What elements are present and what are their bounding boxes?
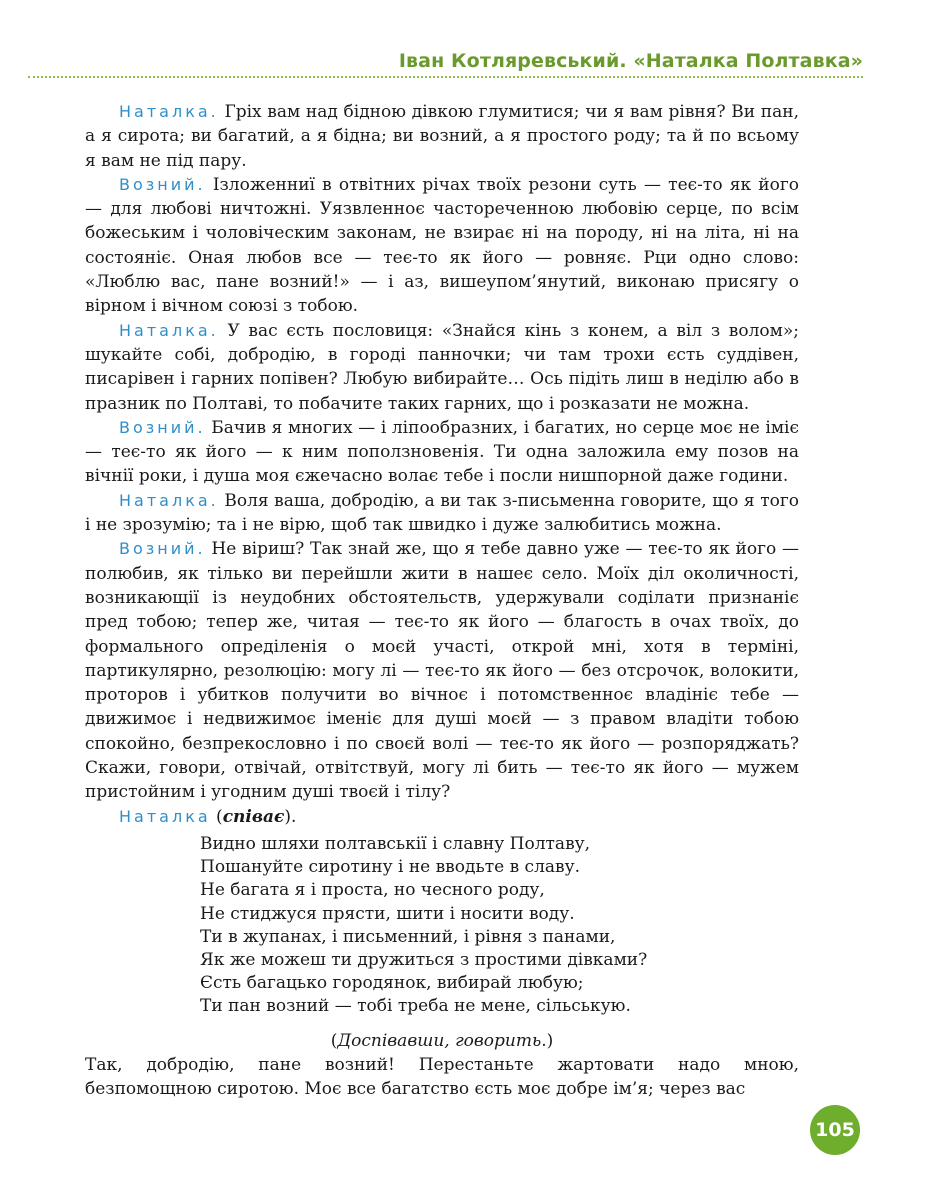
verse-line: Пошануйте сиротину і не вводьте в славу. bbox=[200, 857, 580, 878]
verse-line: Не багата я і проста, но чесного роду, bbox=[200, 880, 545, 901]
running-header: Іван Котляревський. «Наталка Полтавка» bbox=[398, 50, 863, 72]
verse-line: Єсть багацько городянок, вибирай любую; bbox=[200, 973, 584, 994]
speaker-name: Наталка. bbox=[119, 320, 219, 340]
stage-open: ( bbox=[330, 1030, 338, 1051]
dialogue-text: Гріх вам над бідною дівкою глумитися; чи я вам рівня? Ви пан, а я сирота; ви багатий, а я бідна; ви возний, а я простого роду; та й по всьому я вам не під пару. bbox=[85, 102, 799, 171]
song-intro-close: ). bbox=[284, 806, 297, 827]
dialogue-text: Не віриш? Так знай же, що я тебе давно уже — теє-то як його — полюбив, як тілько ви перейшли жити в нашеє село. Моїх діл околичності, возникающії із неудобних обстоятельств, удержували соділати признаніє пред тобою; тепер же, читая — теє-то як його — благость в очах твоїх, до формального опреділенія о моєй участі, открой мні, хотя в терміні, партикулярно, резолюцію: могу лі — теє-то як його — без отсрочок, волокити, проторов і убитков получити во вічноє і потомственноє владініє тебе — движимоє і недвижимоє іменіє для душі моєй — з правом владіти тобою спокойно, безпрекословно і по своєй волі — теє-то як його — розпоряджать? Скажи, говори, отвічай, отвітствуй, могу лі бить — теє-то як його — мужем пристойним і угодним душі твоєй і тілу? bbox=[85, 539, 799, 803]
final-paragraph: Так, добродію, пане возний! Перестаньте жартовати надо мною, безпомощною сиротою. Моє все багатство єсть моє добре ім’я; через вас bbox=[85, 1054, 799, 1100]
speaker-name: Наталка. bbox=[119, 102, 219, 121]
dialogue-text: У вас єсть пословиця: «Знайся кінь з конем, а віл з волом»; шукайте собі, добродію, в городі панночки; чи там трохи єсть суддівен, писарівен і гарних попівен? Любую вибирайте… Ось підіть лиш в неділю або в празник по Полтаві, то побачите таких гарних, що і розказати не можна. bbox=[85, 320, 799, 414]
verse-line: Не стиджуся прясти, шити і носити воду. bbox=[200, 903, 575, 924]
header-dotted-rule bbox=[28, 76, 863, 78]
speaker-name: Наталка. bbox=[119, 490, 219, 510]
page-body bbox=[85, 100, 799, 1101]
speaker-name: Наталка bbox=[119, 806, 211, 826]
verse-line: Ти в жупанах, і письменний, і рівня з панами, bbox=[200, 926, 616, 947]
speaker-name: Возний. bbox=[119, 417, 206, 437]
song-verse bbox=[200, 833, 799, 1019]
page-number-badge: 105 bbox=[810, 1105, 860, 1155]
song-intro-note: співає bbox=[222, 806, 285, 827]
stage-text: Доспівавши, говорить bbox=[337, 1030, 542, 1051]
speaker-name: Возний. bbox=[119, 174, 206, 194]
song-intro bbox=[85, 805, 799, 829]
speaker-name: Возний. bbox=[119, 539, 206, 559]
stage-close: .) bbox=[541, 1030, 554, 1051]
verse-line: Як же можеш ти дружиться з простими дівками? bbox=[200, 949, 648, 970]
dialogue-paragraph bbox=[85, 173, 799, 319]
dialogue-paragraph bbox=[85, 319, 799, 416]
dialogue-paragraph bbox=[85, 100, 799, 173]
verse-line: Ти пан возний — тобі треба не мене, сільськую. bbox=[200, 996, 631, 1017]
dialogue-paragraph bbox=[85, 416, 799, 489]
dialogue-text: Ізложенниї в отвітних річах твоїх резони суть — теє-то як його — для любові ничтожні. Уязвленноє частореченною любовію серце, по всім божеським і чоловіческим законам, не взирає ні на породу, ні на літа, ні на состояніє. Оная любов все — теє-то як його — ровняє. Рци одно слово: «Люблю вас, пане возний!» — і аз, вишеупом’янутий, виконаю присягу о вірном і вічном союзі з тобою. bbox=[85, 174, 799, 317]
verse-line: Видно шляхи полтавськії і славну Полтаву, bbox=[200, 833, 591, 854]
dialogue-text: Воля ваша, добродію, а ви так з-письменна говорите, що я того і не зрозумію; та і не вірю, щоб так швидко і дуже залюбитись можна. bbox=[85, 490, 799, 536]
song-intro-open: ( bbox=[210, 806, 223, 827]
dialogue-paragraph bbox=[85, 489, 799, 538]
stage-direction bbox=[85, 1029, 799, 1053]
dialogue-text: Бачив я многих — і ліпообразних, і багатих, но серце моє не іміє — теє-то як його — к ним поползновенія. Ти одна заложила ему позов на вічнії роки, і душа моя єжечасно волає тебе і посли нишпорной даже години. bbox=[85, 417, 799, 487]
dialogue-paragraph bbox=[85, 537, 799, 804]
